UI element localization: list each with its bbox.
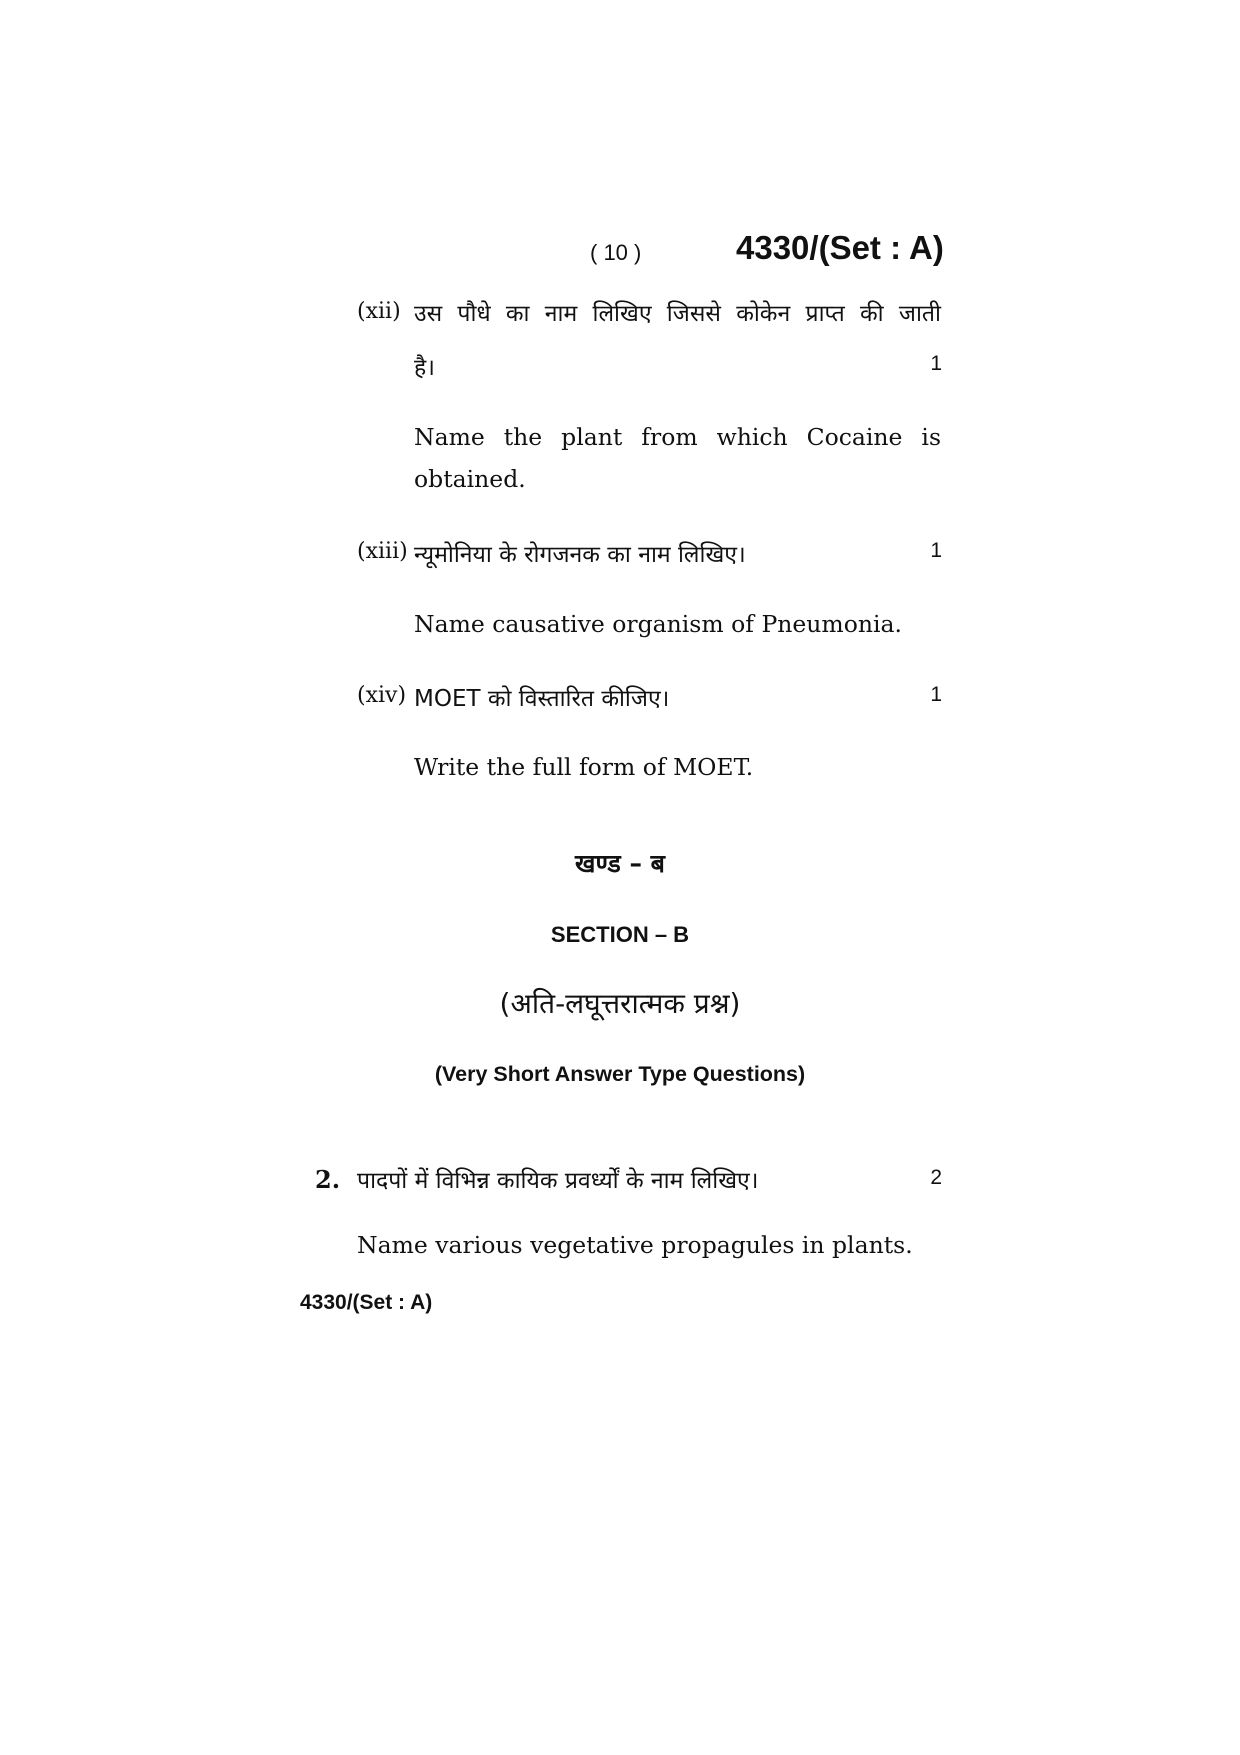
question-2-hindi: पादपों में विभिन्न कायिक प्रवर्ध्यों के नाम लिखिए।: [357, 1168, 759, 1194]
question-xii-english-line1: Name the plant from which Cocaine is: [414, 423, 941, 451]
paper-code-header: 4330/(Set : A): [736, 229, 944, 266]
question-xii-english-line2: obtained.: [414, 465, 526, 493]
question-xiii-hindi: न्यूमोनिया के रोगजनक का नाम लिखिए।: [414, 542, 746, 568]
question-2-marks: 2: [930, 1166, 942, 1189]
section-type-hindi: (अति-लघूत्तरात्मक प्रश्न): [499, 987, 741, 1020]
question-xii-hindi-line2: है।: [414, 355, 435, 381]
question-label-xiv: (xiv): [357, 683, 407, 708]
section-type-english: (Very Short Answer Type Questions): [434, 1062, 806, 1086]
question-xiii-english: Name causative organism of Pneumonia.: [414, 610, 902, 638]
question-xiv-english: Write the full form of MOET.: [414, 753, 754, 781]
paper-code-footer: 4330/(Set : A): [300, 1291, 433, 1314]
page-number: ( 10 ): [590, 240, 642, 265]
question-label-xiii: (xiii): [357, 539, 408, 564]
question-xii-marks: 1: [930, 352, 942, 375]
question-xii-hindi-line1: उस पौधे का नाम लिखिए जिससे कोकेन प्राप्त की जाती: [414, 301, 941, 327]
question-xiii-marks: 1: [930, 539, 942, 562]
question-label-xii: (xii): [357, 299, 401, 324]
question-2-number: 2.: [315, 1165, 341, 1194]
section-title-english: SECTION – B: [550, 922, 690, 947]
question-xiv-marks: 1: [930, 683, 942, 706]
section-title-hindi: खण्ड – ब: [575, 849, 665, 878]
question-xiv-hindi: MOET को विस्तारित कीजिए।: [414, 686, 670, 712]
question-2-english: Name various vegetative propagules in plants.: [357, 1231, 913, 1259]
